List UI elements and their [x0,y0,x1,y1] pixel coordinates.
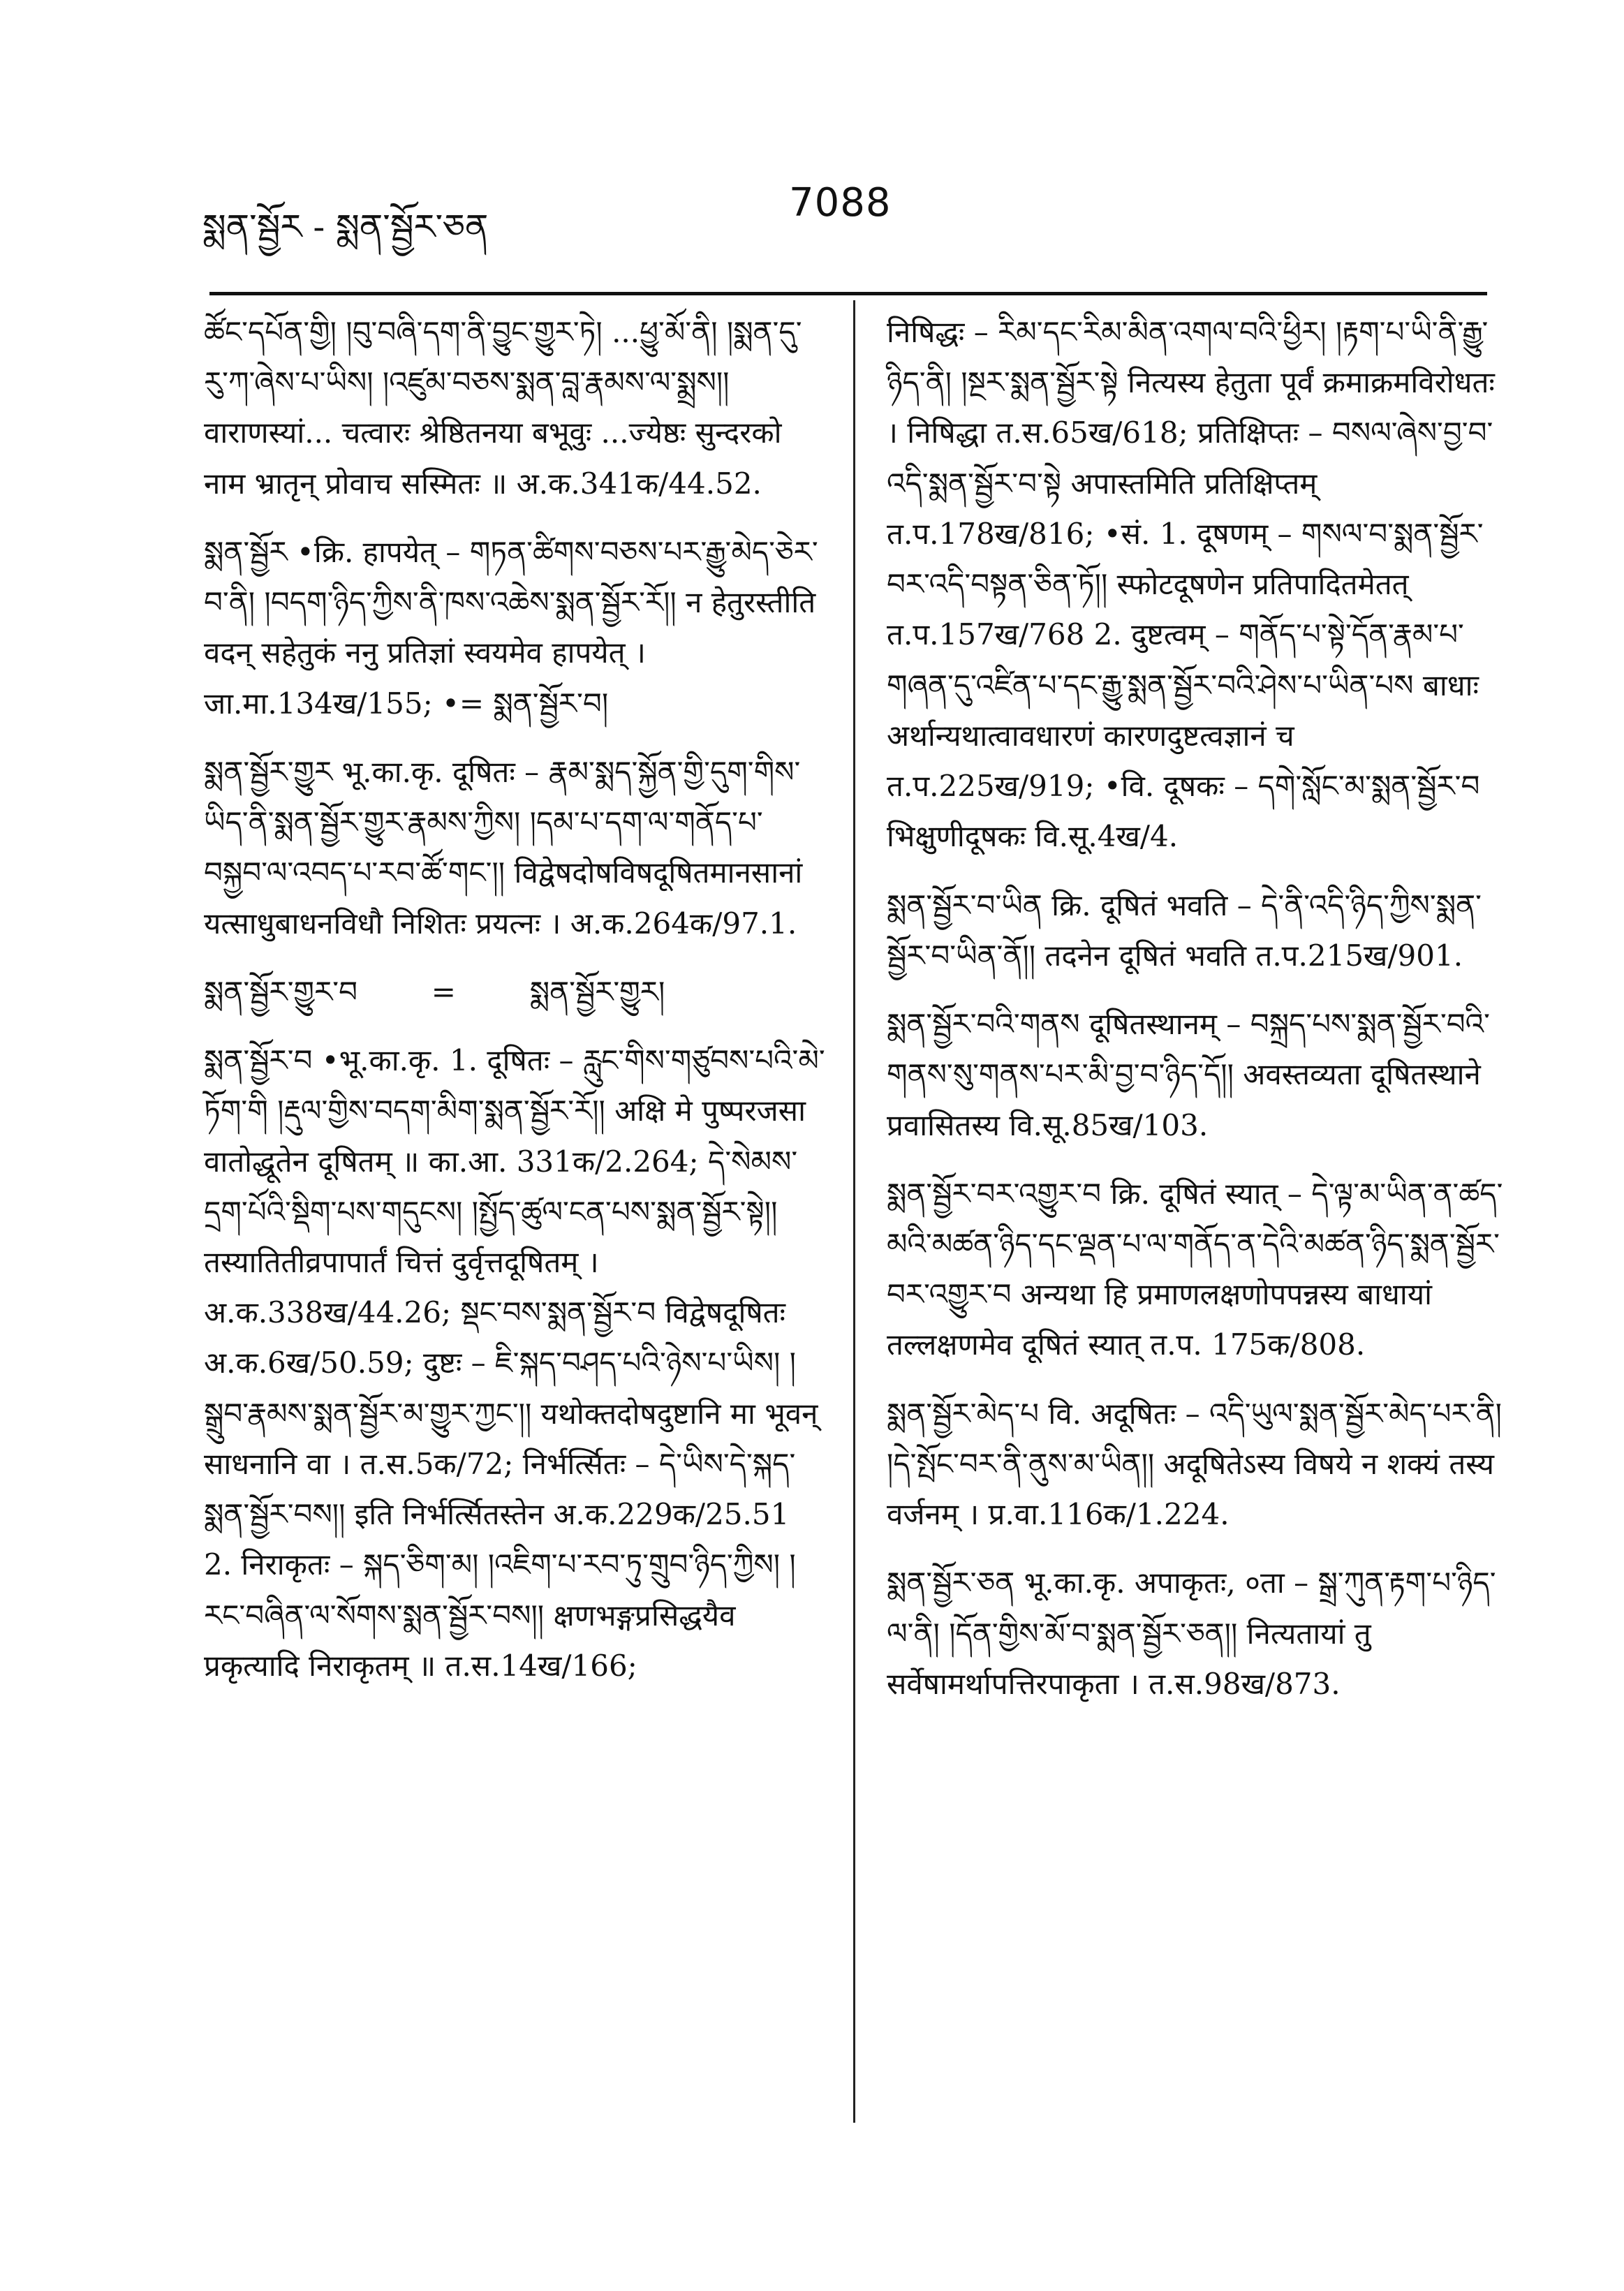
entry-text: སྨན་སྦྱོར་བར་འགྱུར་བ क्रि. दूषितं स्यात् – དེ་ལྟ་མ་ཡིན་ན་ཚད་མའི་མཚན་ཉིད་དང་ལྡན་པ་ལ་གནོད་ན་དེའི་མཚན་ཉིད་སྨན་སྦྱོར་བར་འགྱུར་བ अन्यथा हि प्रमाणलक्षणोपपन्नस्य बाधायां तल्लक्षणमेव दूषितं स्यात् त.प. 175क/808. [887,1176,1503,1362]
dictionary-entry [887,881,1508,981]
left-column [204,307,825,1709]
dictionary-entry [204,527,825,729]
dictionary-entry [887,999,1508,1151]
dictionary-entry [204,1036,825,1691]
continued-entry [887,307,1508,862]
xref-headword: སྨན་སྦྱོར་གྱུར་བ [204,974,357,1009]
continued-entry [204,307,825,509]
entry-text: निषिद्धः – རིམ་དང་རིམ་མིན་འགལ་བའི་ཕྱིར། །རྟག་པ་ཡི་ནི་རྒྱུ་ཉིད་ནི། །སྔར་སྨན་སྦྱོར་སྟེ नित्यस्य हेतुता पूर्वं क्रमाक्रमविरोधतः । निषिद्धा त.स.65ख/618; प्रतिक्षिप्तः – བསལ་ཞེས་བྱ་བ་འདི་སྨན་སྦྱོར་བ་སྟེ अपास्तमिति प्रतिक्षिप्तम् त.प.178ख/816; •सं. 1. दूषणम् – གསལ་བ་སྨན་སྦྱོར་བར་འདི་བསྟན་ཅིན་ཏོ།། स्फोटदूषणेन प्रतिपादितमेतत् त.प.157ख/768 2. दुष्टत्वम् – གནོད་པ་སྟེ་དོན་རྣམ་པ་གཞན་དུ་འཛིན་པ་དང་རྒྱུ་སྨན་སྦྱོར་བའི་ཤེས་པ་ཡིན་པས बाधाः अर्थान्यथात्वावधारणं कारणदुष्टत्वज्ञानं च त.प.225ख/919; •वि. दूषकः – དགེ་སློང་མ་སྨན་སྦྱོར་བ भिक्षुणीदूषकः वि.सू.4ख/4. [887,315,1495,854]
entry-text: སྨན་སྦྱོར་མེད་པ वि. अदूषितः – འདི་ཡུལ་སྨན་སྦྱོར་མེད་པར་ནི། །དེ་སྤོང་བར་ནི་ནུས་མ་ཡིན།། अदूषितेऽस्य विषये न शक्यं तस्य वर्जनम् । प्र.वा.116क/1.224. [887,1396,1502,1532]
entry-text: ཚོང་དཔོན་གྱི། །བུ་བཞི་དག་ནི་བྱུང་གྱུར་ཏེ། ...ཕྱུ་མོ་ནི། །སྨན་དུ་རུ་ཀ་ཞེས་པ་ཡིས། །འཛུམ་བཅས་སྨན་བླ་རྣམས་ལ་སྨྲས།། वाराणस्यां... चत्वारः श्रेष्ठितनया बभूवुः ...ज्येष्ठः सुन्दरको नाम भ्रातृन् प्रोवाच सस्मितः ॥ अ.क.341क/44.52. [204,315,802,501]
cross-reference-entry [204,967,825,1017]
dictionary-entry [887,1558,1508,1709]
entry-text: སྨན་སྦྱོར་གྱུར भू.का.कृ. दूषितः – རྣམ་སྨད་སྐྱོན་གྱི་དུག་གིས་ཡིད་ནི་སྨན་སྦྱོར་གྱུར་རྣམས་ཀྱིས། །དམ་པ་དག་ལ་གནོད་པ་བསྐྱབ་ལ་འབད་པ་རབ་ཚོ་གང་།། विद्वेषदोषविषदूषितमानसानां यत्साधुबाधनविधौ निशितः प्रयत्नः । अ.क.264क/97.1. [204,754,803,941]
right-column [887,307,1508,1728]
column-divider [853,300,855,2123]
entry-text: སྨན་སྦྱོར •क्रि. हापयेत् – གཏན་ཚིགས་བཅས་པར་རྒྱུ་མེད་ཅེར་བ་ནི། །བདག་ཉིད་ཀྱིས་ནི་ཁས་འཆེས་སྨན་སྦྱོར་རོ།། न हेतुरस्तीति वदन् सहेतुकं ननु प्रतिज्ञां स्वयमेव हापयेत् । जा.मा.134ख/155; •= སྨན་སྦྱོར་བ། [204,534,818,721]
dictionary-entry [887,1389,1508,1540]
header-rule [209,292,1487,295]
page-number: 7088 [789,180,892,226]
cross-reference-line [204,967,825,1017]
entry-text: སྨན་སྦྱོར་བ •भू.का.कृ. 1. दूषितः – རླུང་གིས་གཙུབས་པའི་མེ་ཏོག་གི །རྡུལ་གྱིས་བདག་མིག་སྨན་སྦྱོར་རོ།། अक्षि मे पुष्परजसा वातोद्धूतेन दूषितम् ॥ का.आ. 331क/2.264; དེ་སེམས་དྲག་པོའི་སྡིག་པས་གདུངས། །སྤྱོད་ཚུལ་ངན་པས་སྨན་སྦྱོར་སྟེ།། तस्यातितीव्रपापार्तं चित्तं दुर्वृत्तदूषितम् । अ.क.338ख/44.26; སྡང་བས་སྨན་སྦྱོར་བ विद्वेषदूषितः अ.क.6ख/50.59; दुष्टः – ཇི་སྐད་བཤད་པའི་ཉེས་པ་ཡིས། །སྒྲུབ་རྣམས་སྨན་སྦྱོར་མ་གྱུར་ཀྱང་།། यथोक्तदोषदुष्टानि मा भूवन् साधनानि वा । त.स.5क/72; निर्भर्त्सितः – དེ་ཡིས་དེ་སྐད་སྨན་སྦྱོར་བས།། इति निर्भर्त्सितस्तेन अ.क.229क/25.51 2. निराकृतः – སྐད་ཅིག་མ། །འཇིག་པ་རབ་ཏུ་གྲུབ་ཉིད་ཀྱིས། །རང་བཞིན་ལ་སོགས་སྨན་སྦྱོར་བས།། क्षणभङ्गप्रसिद्धयैव प्रकृत्यादि निराकृतम् ॥ त.स.14ख/166; [204,1043,825,1683]
dictionary-entry [204,747,825,949]
entry-text: སྨན་སྦྱོར་བ་ཡིན क्रि. दूषितं भवति – དེ་ནི་འདི་ཉིད་ཀྱིས་སྨན་སྦྱོར་བ་ཡིན་ནོ།། तदनेन दूषितं भवति त.प.215ख/901. [887,887,1482,973]
entry-text: སྨན་སྦྱོར་ཅན भू.का.कृ. अपाकृतः, ०ता – སྒྲ་ཀུན་རྟག་པ་ཉིད་ལ་ནི། །དོན་གྱིས་མོ་བ་སྨན་སྦྱོར་ཅན།། नित्यतायां तु सर्वेषामर्थापत्तिरपाकृता । त.स.98ख/873. [887,1566,1496,1701]
xref-target: སྨན་སྦྱོར་གྱུར། [529,974,665,1009]
running-head: སྨན་སྦྱོར - སྨན་སྦྱོར་ཅན [202,207,489,247]
xref-equals: = [431,974,456,1009]
entry-text: སྨན་སྦྱོར་བའི་གནས दूषितस्थानम् – བསྐྲད་པས་སྨན་སྦྱོར་བའི་གནས་སུ་གནས་པར་མི་བྱ་བ་ཉིད་དོ།། अवस्तव्यता दूषितस्थाने प्रवासितस्य वि.सू.85ख/103. [887,1007,1490,1142]
page-header [202,175,1473,247]
dictionary-entry [887,1169,1508,1371]
